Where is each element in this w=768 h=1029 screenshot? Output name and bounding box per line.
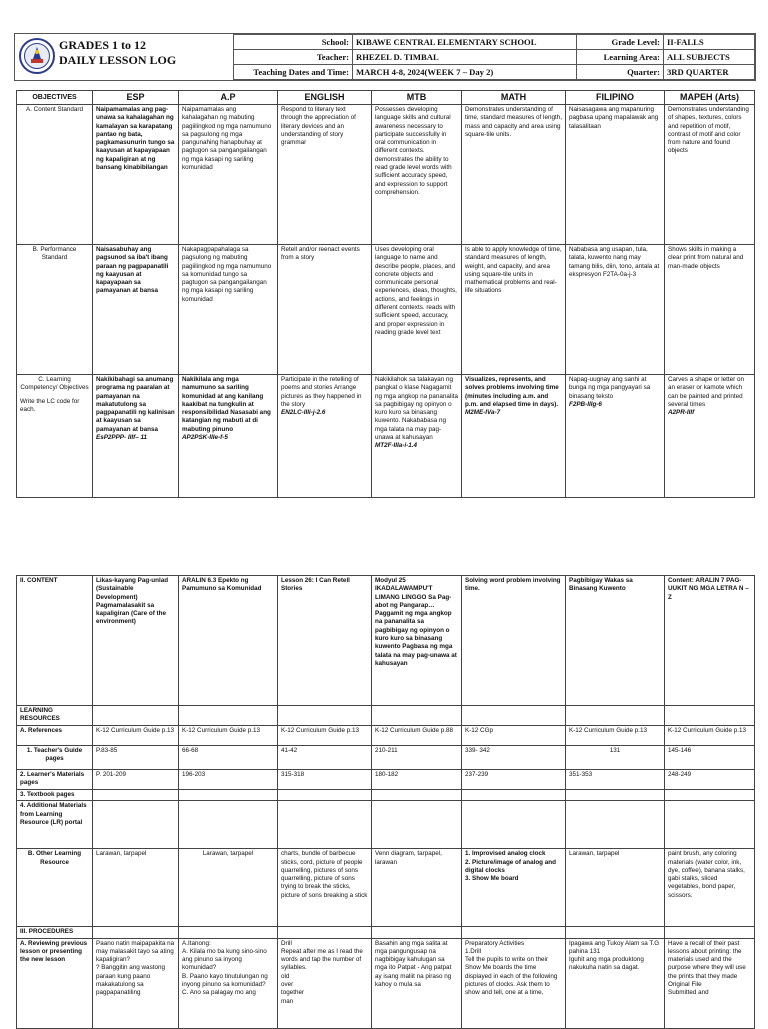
additional-materials-row — [17, 801, 755, 849]
area-value: ALL SUBJECTS — [664, 50, 755, 65]
cell-esp: P. 201-209 — [93, 770, 179, 790]
cell-ap: ARALIN 6.3 Epekto ng Pamumuno sa Komunidad — [179, 576, 278, 706]
cell-english: Respond to literary text through the appreciation of literary devices and an understanding of story grammar — [278, 105, 372, 245]
resources-heading-row — [17, 706, 755, 726]
cell-math: Preparatory Activities 1.Drill Tell the pupils to write on their Show Me boards the time displayed in each of the following pictures of clocks. Ask them to show and tell, one at a time, — [462, 938, 566, 1028]
teacher-value: RHEZEL D. TIMBAL — [353, 50, 577, 65]
col-esp: ESP — [93, 91, 179, 105]
lc-code: AP2PSK-IIIe-f-5 — [182, 434, 228, 442]
cell-mtb: K-12 Curriculum Guide p.88 — [372, 726, 462, 746]
cell-english: 315-318 — [278, 770, 372, 790]
cell-english: 41-42 — [278, 746, 372, 770]
cell-english: K-12 Curriculum Guide p.13 — [278, 726, 372, 746]
performance-standard-row — [17, 245, 755, 375]
textbook-row — [17, 790, 755, 801]
lc-code: EN2LC-IIIi-j-2.6 — [281, 409, 326, 417]
cell-english: Drill Repeat after me as I read the words and tap the number of syllables. old over together man — [278, 938, 372, 1028]
cell-english — [278, 375, 372, 498]
cell-math: 1. Improvised analog clock 2. Picture/image of analog and digital clocks 3. Show Me board — [462, 849, 566, 927]
cell-mapeh: 145-146 — [665, 746, 755, 770]
objectives-label: OBJECTIVES — [32, 94, 77, 102]
competency-row — [17, 375, 755, 498]
cell-mtb: 180-182 — [372, 770, 462, 790]
cell-math: K-12 CGp — [462, 726, 566, 746]
cell-mapeh: Demonstrates understanding of shapes, textures, colors and repetition of motif, contrast of motif and color from nature and found objects — [665, 105, 755, 245]
resources-label: LEARNING RESOURCES — [17, 706, 93, 726]
competency-note: Write the LC code for each. — [20, 397, 80, 413]
other-resources-row — [17, 849, 755, 927]
cell-filipino: Nababasa ang usapan, tula, talata, kuwento nang may tamang bilis, diin, tono, antala at ekspresyon F2TA-0a-j-3 — [566, 245, 665, 375]
row-label: 1. Teacher's Guide pages — [17, 746, 93, 770]
row-label: 4. Additional Materials from Learning Resource (LR) portal — [17, 801, 93, 849]
cell-esp: Likas-kayang Pag-unlad (Sustainable Development) Pagmamalasakit sa kapaligiran (Care of the environment) — [93, 576, 179, 706]
school-value: KIBAWE CENTRAL ELEMENTARY SCHOOL — [353, 35, 577, 50]
learners-materials-row — [17, 770, 755, 790]
cell-mapeh — [665, 375, 755, 498]
cell-mapeh: Content: ARALIN 7 PAG-UUKIT NG MGA LETRA N – Z — [665, 576, 755, 706]
cell-english: charts, bundle of barbecue sticks, cord, picture of people quarrelling, pictures of sons quarrelling, picture of sons trying to break the sticks, picture of sons breaking a stick — [278, 849, 372, 927]
competency-text: Nakikibahagi sa anumang programa ng paaralan at pamayanan na makatutulong sa pagpapanatili ng kalinisan at kaayusan sa pamayanan at bansa — [96, 376, 175, 433]
reviewing-row — [17, 938, 755, 1028]
competency-text: Nakikilala ang mga namumuno sa sariling komunidad at ang kanilang kaakibat na tungkulin at responsibilidad Nasasabi ang katangian ng mabuti at di mabuting pinuno — [182, 376, 271, 433]
cell-ap: K-12 Curriculum Guide p.13 — [179, 726, 278, 746]
cell-filipino: 351-353 — [566, 770, 665, 790]
row-label: A. Reviewing previous lesson or presenting the new lesson — [17, 938, 93, 1028]
row-label: 3. Textbook pages — [17, 790, 93, 801]
quarter-label: Quarter: — [577, 65, 664, 80]
competency-text: Nakikilahok sa talakayan ng pangkat o klase Nagagamit ng mga angkop na pananalita sa pagbibigay ng opinyon o kuro kuro sa binasang kuwento. Nakababasa ng mga talata na may pag-unawa at kahusayan — [375, 376, 458, 442]
cell-mapeh: paint brush, any coloring materials (water color, ink, dye, coffee), banana stalks, gabi stalks, sliced vegetables, bond paper, scissors. — [665, 849, 755, 927]
cell-esp: Paano natin maipapakita na may malasakit tayo sa ating kapaligiran? ? Banggitin ang wastong paraan kung paano makakatulong sa pagpapanatiling — [93, 938, 179, 1028]
col-mapeh: MAPEH (Arts) — [665, 91, 755, 105]
competency-label-cell — [17, 375, 93, 498]
cell-mtb: Basahin ang mga salita at mga pangungusap na nagbibigay kahulugan sa mga ito Patpat - Ang patpat ay isang maliit na piraso ng kahoy o mula sa — [372, 938, 462, 1028]
cell-mapeh: Have a recall of their past lessons about printing: the materials used and the purpose where they will use the prints that they made Original File Submitted and — [665, 938, 755, 1028]
competency-text: Carves a shape or letter on an eraser or kamote which can be painted and printed several times — [668, 376, 744, 408]
cell-mtb: Venn diagram, tarpapel, larawan — [372, 849, 462, 927]
cell-math: Solving word problem involving time. — [462, 576, 566, 706]
teachers-guide-row — [17, 746, 755, 770]
col-ap: A.P — [179, 91, 278, 105]
row-label: 2. Learner's Materials pages — [17, 770, 93, 790]
cell-esp: P.83-85 — [93, 746, 179, 770]
col-english: ENGLISH — [278, 91, 372, 105]
cell-english: Retell and/or reenact events from a story — [278, 245, 372, 375]
cell-ap: Larawan, tarpapel — [179, 849, 278, 927]
competency-text: Napag-uugnay ang sanhi at bunga ng mga pangyayari sa binasang teksto — [569, 376, 651, 400]
cell-mtb: Modyul 25 IKADALAWAMPU'T LIMANG LINGGO Sa Pag-abot ng Pangarap… Paggamit ng mga angkop na pananalita sa pagbibigay ng opinyon o kuro kuro sa binasang kuwento Pagbasa ng mga talata na may pag-unawa at kahusayan — [372, 576, 462, 706]
title-dll: DAILY LESSON LOG — [59, 53, 177, 67]
competency-text: Visualizes, represents, and solves problems involving time (minutes including a.m. and p.m. and elapsed time in days). — [465, 376, 559, 408]
lc-code: M2ME-IVa-7 — [465, 409, 501, 417]
content-standard-row — [17, 105, 755, 245]
school-label: School: — [234, 35, 353, 50]
cell-esp: Naipamamalas ang pag-unawa sa kahalagahan ng kamalayan sa karapatang pantao ng bata, pagkamasunurin tungo sa kaayusan at kapayapaan ng kapaligiran at ng bansang kinabibilangan — [93, 105, 179, 245]
cell-ap — [179, 375, 278, 498]
deped-seal-icon — [19, 37, 55, 75]
cell-filipino — [566, 375, 665, 498]
cell-math — [462, 375, 566, 498]
header-grid — [233, 34, 755, 80]
log-title — [59, 38, 176, 68]
dates-value: MARCH 4-8, 2024(WEEK 7 – Day 2) — [353, 65, 577, 80]
content-table — [16, 575, 755, 1029]
procedures-label: III. PROCEDURES — [17, 927, 93, 938]
lc-code: MT2F-IIIa-i-1.4 — [375, 442, 417, 450]
cell-mapeh: K-12 Curriculum Guide p.13 — [665, 726, 755, 746]
cell-mtb: Possesses developing language skills and cultural awareness necessary to participate successfully in oral communication in different contexts. demonstrates the ability to read grade level words with sufficient accuracy speed, and expression to support comprehension. — [372, 105, 462, 245]
cell-ap: 66-68 — [179, 746, 278, 770]
row-label: A. References — [17, 726, 93, 746]
cell-esp — [93, 375, 179, 498]
cell-math: 339- 342 — [462, 746, 566, 770]
col-math: MATH — [462, 91, 566, 105]
cell-ap: A.Itanong: A. Kilala mo ba kung sino-sino ang pinuno sa inyong komunidad? B. Paano kayo tinutulungan ng inyong pinuno sa komunidad? C. Ano sa palagay mo ang — [179, 938, 278, 1028]
references-row — [17, 726, 755, 746]
cell-filipino: K-12 Curriculum Guide p.13 — [566, 726, 665, 746]
cell-filipino: 131 — [566, 746, 665, 770]
cell-mapeh: 248-249 — [665, 770, 755, 790]
cell-ap: 196-203 — [179, 770, 278, 790]
content-row — [17, 576, 755, 706]
cell-ap: Naipamamalas ang kahalagahan ng mabuting pagiilingkod ng mga namumuno sa pagsulong ng mga pangunahing hanapbuhay at pagtugon sa pangangailangan ng mga kasapi ng sariling komunidad — [179, 105, 278, 245]
competency-text: Participate in the retelling of poems and stories Arrange pictures as they happened in the story — [281, 376, 362, 408]
objectives-table — [16, 90, 755, 498]
log-header — [14, 33, 756, 81]
procedures-heading-row — [17, 927, 755, 938]
grade-label: Grade Level: — [577, 35, 664, 50]
cell-math: 237-239 — [462, 770, 566, 790]
cell-math: Is able to apply knowledge of time, standard measures of length, weight, and capacity, and area using square-tile units in mathematical problems and real-life situations — [462, 245, 566, 375]
row-label: B. Other Learning Resource — [17, 849, 93, 927]
lc-code: F2PB-IIIg-6 — [569, 400, 602, 408]
cell-mtb — [372, 375, 462, 498]
title-grades: GRADES 1 to 12 — [59, 38, 147, 52]
cell-mtb: 210-211 — [372, 746, 462, 770]
cell-english: Lesson 26: I Can Retell Stories — [278, 576, 372, 706]
objectives-heading — [17, 91, 93, 105]
content-label: II. CONTENT — [17, 576, 93, 706]
cell-filipino: Ipagawa ang Tukoy Alam sa T.G pahina 131 Iguhit ang mga produktong nakukuha natin sa dagat. — [566, 938, 665, 1028]
teacher-label: Teacher: — [234, 50, 353, 65]
lc-code: EsP2PPP- IIIf– 11 — [96, 434, 147, 442]
cell-ap: Nakapagpapahalaga sa pagsulong ng mabuting pagiilingkod ng mga namumuno sa komunidad tungo sa pagtugon sa pangangailangan ng mga kasapi ng sariling komunidad — [179, 245, 278, 375]
col-mtb: MTB — [372, 91, 462, 105]
cell-mapeh: Shows skills in making a clear print from natural and man-made objects — [665, 245, 755, 375]
row-label: B. Performance Standard — [17, 245, 93, 375]
cell-esp: Larawan, tarpapel — [93, 849, 179, 927]
lc-code: A2PR-IIIf — [668, 409, 695, 417]
row-label: A. Content Standard — [17, 105, 93, 245]
cell-filipino: Larawan, tarpapel — [566, 849, 665, 927]
competency-label: C. Learning Competency/ Objectives — [20, 376, 89, 392]
col-filipino: FILIPINO — [566, 91, 665, 105]
area-label: Learning Area: — [577, 50, 664, 65]
cell-esp: K-12 Curriculum Guide p.13 — [93, 726, 179, 746]
cell-esp: Naisasabuhay ang pagsunod sa iba't ibang paraan ng pagpapanatili ng kaayusan at kapayapaan sa pamayanan at bansa — [93, 245, 179, 375]
cell-filipino: Pagbibigay Wakas sa Binasang Kuwento — [566, 576, 665, 706]
grade-value: II-FALLS — [664, 35, 755, 50]
quarter-value: 3RD QUARTER — [664, 65, 755, 80]
cell-mtb: Uses developing oral language to name and describe people, places, and concrete objects and communicate personal experiences, ideas, thoughts, actions, and feelings in different contexts. reads with sufficient speed, accuracy, and proper expression in reading grade level text — [372, 245, 462, 375]
cell-math: Demonstrates understanding of time, standard measures of length, mass and capacity and area using square-tile units. — [462, 105, 566, 245]
dates-label: Teaching Dates and Time: — [234, 65, 353, 80]
cell-filipino: Naisasagawa ang mapanuring pagbasa upang mapalawak ang talasalitaan — [566, 105, 665, 245]
